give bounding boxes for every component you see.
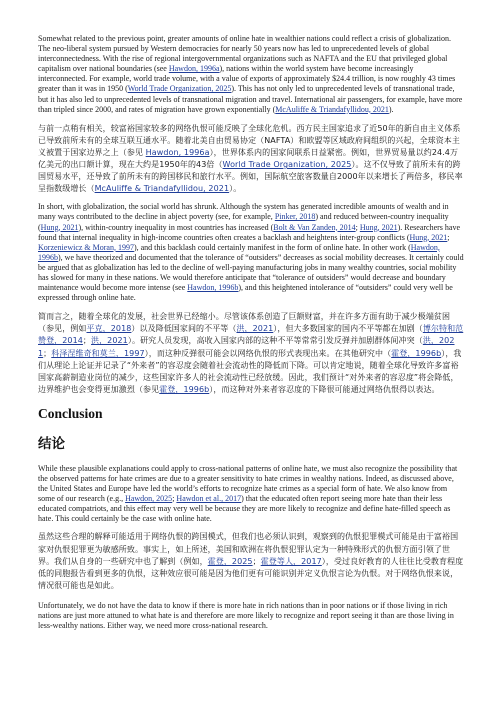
- body-text: 与前一点稍有相关，较富裕国家较多的网络仇恨可能反映了全球化危机。西方民主国家追求了近50年的新自由主义体系已导致前所未有的全球互联互通水平。随着北美自由贸易协定（NAFTA）和欧盟等区域政府间组织的兴起，全球资本主义被置于国家边界之上（参见: [38, 123, 461, 157]
- body-text: ), and this heightened intolerance of “outsiders” could very well be expressed through online hate.: [38, 283, 453, 303]
- citation-link[interactable]: 博尔特和范赞登，2014: [38, 324, 464, 346]
- citation-link[interactable]: Hawdon, 1996b: [38, 242, 440, 262]
- body-text: ) and reduced between-country inequality (: [38, 212, 449, 232]
- section-heading-translation: 结论: [38, 435, 65, 452]
- citation-link[interactable]: 霍登，2025: [207, 556, 253, 566]
- body-text: Somewhat related to the previous point, greater amounts of online hate in wealthier nations could reflect a crisis of globalization. The neo-liberal system pursued by Western democracies for nearly 50 years now has led to unprecedented levels of global interconnectedness. With the rise of regional intergovernmental organizations such as NAFTA and the EU that privileged global capitalism over national boundaries (see: [38, 34, 451, 74]
- citation-link[interactable]: McAuliffe & Triandafyllidou, 2021: [94, 184, 230, 194]
- citation-link[interactable]: 霍登，1996b: [159, 384, 210, 394]
- citation-link[interactable]: 平克，2018: [86, 324, 132, 334]
- body-text: ），受过良好教育的人往往比受教育程度低的同胞报告看到更多的仇恨，这种效应很可能是因为他们更有可能识别并定义仇恨言论为仇恨。对于网络仇恨来说，情况很可能也是如此。: [38, 556, 464, 590]
- citation-link[interactable]: 洪，2021: [236, 324, 274, 334]
- body-text: ），而这种对外来者容忍度的下降很可能通过网络仇恨得以表达。: [209, 384, 440, 394]
- paragraph: [38, 202, 464, 303]
- body-text: ), and this backlash could certainly manifest in the form of online hate. In other work (: [133, 242, 411, 252]
- body-text: ;: [447, 232, 450, 242]
- citation-link[interactable]: Pinker, 2018: [274, 212, 316, 222]
- citation-link[interactable]: 洪，2021: [91, 336, 128, 346]
- body-text: ；: [82, 336, 92, 346]
- citation-link[interactable]: Hung, 2021: [409, 232, 448, 242]
- body-text: ). Researchers have found that internal inequality in high-income countries often creates a backlash and heightens inter-group conflicts (: [38, 222, 461, 242]
- body-text: While these plausible explanations could apply to cross-national patterns of online hate, we must also recognize the possibility that the observed patterns for hate crimes are due to a greater sensitivity to hate crimes in wealthy nations. Indeed, as discussed above, the United States and Europe have led the world’s efforts to recognize hate crimes as a special form of hate. We also know from some of our research (e.g.,: [38, 463, 458, 504]
- body-text: In short, with globalization, the social world has shrunk. Although the system has generated incredible amounts of wealth and in many ways contributed to the decline in abject poverty (see, for example,: [38, 202, 449, 222]
- paragraph: [38, 464, 464, 525]
- citation-link[interactable]: Hawdon et al., 2017: [176, 494, 242, 504]
- body-text: ;: [172, 494, 177, 504]
- citation-link[interactable]: Hawdon, 2025: [125, 494, 173, 504]
- document-page: [38, 34, 464, 631]
- citation-link[interactable]: Hung, 2021: [40, 222, 79, 232]
- body-text: ）以及降低国家间的不平等（: [131, 324, 237, 334]
- citation-link[interactable]: Hung, 2021: [359, 222, 398, 232]
- body-text: ）。这不仅导致了前所未有的跨国贸易水平，还导致了前所未有的跨国移民和旅行水平。例如，国际航空旅客数量自2000年以来增长了两倍多，移民率呈指数级增长（: [38, 160, 463, 194]
- body-text: ），我们从理论上论证并记录了“外来者”的容忍度会随着社会流动性的降低而下降。可以肯定地说，随着全球化导致许多富裕国家高薪制造业岗位的减少，这些国家许多人的社会流动性已经放缓。因此，我们预计“对外来者的容忍度”将会降低，边界维护也会变得更加激烈（参见: [38, 348, 462, 394]
- citation-link[interactable]: 科泽涅维奇和莫兰，1997: [51, 348, 145, 358]
- citation-link[interactable]: Bolt & Van Zanden, 2014: [273, 222, 356, 232]
- citation-link[interactable]: World Trade Organization, 2025: [222, 160, 352, 170]
- citation-link[interactable]: Hawdon, 1996b: [187, 283, 239, 293]
- body-text: ), within-country inequality in most countries has increased (: [78, 222, 274, 232]
- paragraph: [38, 123, 464, 196]
- paragraph: [38, 601, 464, 631]
- citation-link[interactable]: McAuliffe & Triandafyllidou, 2021: [275, 104, 389, 114]
- body-text: Unfortunately, we do not have the data to know if there is more hate in rich nations than in poor nations or if those living in rich nations are just more attuned to what hate is and therefore are more likely to recognize and report seeing it than are those living in less-wealthy nations. Either way, we need more cross-national research.: [38, 600, 454, 631]
- body-text: ).: [388, 104, 394, 114]
- section-heading: Conclusion: [38, 405, 103, 421]
- citation-link[interactable]: 洪，2021: [38, 336, 455, 358]
- paragraph: [38, 311, 464, 396]
- body-text: ），世界体系内的国家间联系日益紧密。例如，世界贸易量以约24.4万亿美元的出口额计算，现在大约是1950年的43倍（: [38, 147, 459, 170]
- citation-link[interactable]: 霍登等人，2017: [260, 556, 322, 566]
- citation-link[interactable]: Hawdon, 1996a: [168, 64, 220, 74]
- paragraph: [38, 34, 464, 115]
- body-text: ），但大多数国家的国内不平等都在加剧（: [273, 324, 423, 334]
- body-text: ), nations within the world system have become increasingly interconnected. For example, world trade volume, with a value of exports of approximately $24.4 trillion, is now roughly 43 times greater than it was in 1950 (: [38, 64, 456, 94]
- body-text: ）。研究人员发现，高收入国家内部的这种不平等常常引发反弹并加剧群体间冲突（: [127, 336, 423, 346]
- body-text: 简而言之，随着全球化的发展，社会世界已经缩小。尽管该体系创造了巨额财富，并在许多方面有助于减少极端贫困（参见，例如: [38, 312, 451, 334]
- citation-link[interactable]: World Trade Organization, 2025: [127, 84, 232, 94]
- citation-link[interactable]: Hawdon, 1996a: [145, 147, 210, 157]
- body-text: ) that the educated often report seeing more hate than their less educated compatriots, and this effect may very well be because they are more likely to recognize and define hate-filled speech as hate. This could certainly be the case with online hate.: [38, 494, 451, 524]
- body-text: ). This has not only led to unprecedented levels of transnational trade, but it has also led to unprecedented levels of transnational migration and travel. International air passengers, for example, have more than tripled since 2000, and rates of migration have grown exponentially (: [38, 84, 463, 114]
- body-text: ；: [43, 348, 52, 358]
- body-text: ), we have theorized and documented that the tolerance of “outsiders” decreases as social mobility decreases. It certainly could be argued that as globalization has led to the decline of well-paying manufacturing jobs in many wealthy countries, social mobility has slowed for many in these nations. We would therefore anticipate that “tolerance of outsiders” would decrease and boundary maintenance would become more intense (see: [38, 252, 464, 293]
- body-text: ）。: [229, 184, 242, 194]
- citation-link[interactable]: 霍登，1996b: [391, 348, 442, 358]
- body-text: ），而这种反弹很可能会以网络仇恨的形式表现出来。在其他研究中（: [144, 348, 392, 358]
- body-text: ;: [355, 222, 360, 232]
- body-text: ；: [252, 556, 261, 566]
- paragraph: [38, 531, 464, 591]
- citation-link[interactable]: Korzeniewicz & Moran, 1997: [38, 242, 134, 252]
- body-text: 虽然这些合理的解释可能适用于网络仇恨的跨国模式，但我们也必须认识到，观察到的仇恨犯罪模式可能是由于富裕国家对仇恨犯罪更为敏感所致。事实上，如上所述，美国和欧洲在将仇恨犯罪认定为一种特殊形式的仇恨方面引领了世界。我们从自身的一些研究中也了解到（例如，: [38, 532, 459, 566]
